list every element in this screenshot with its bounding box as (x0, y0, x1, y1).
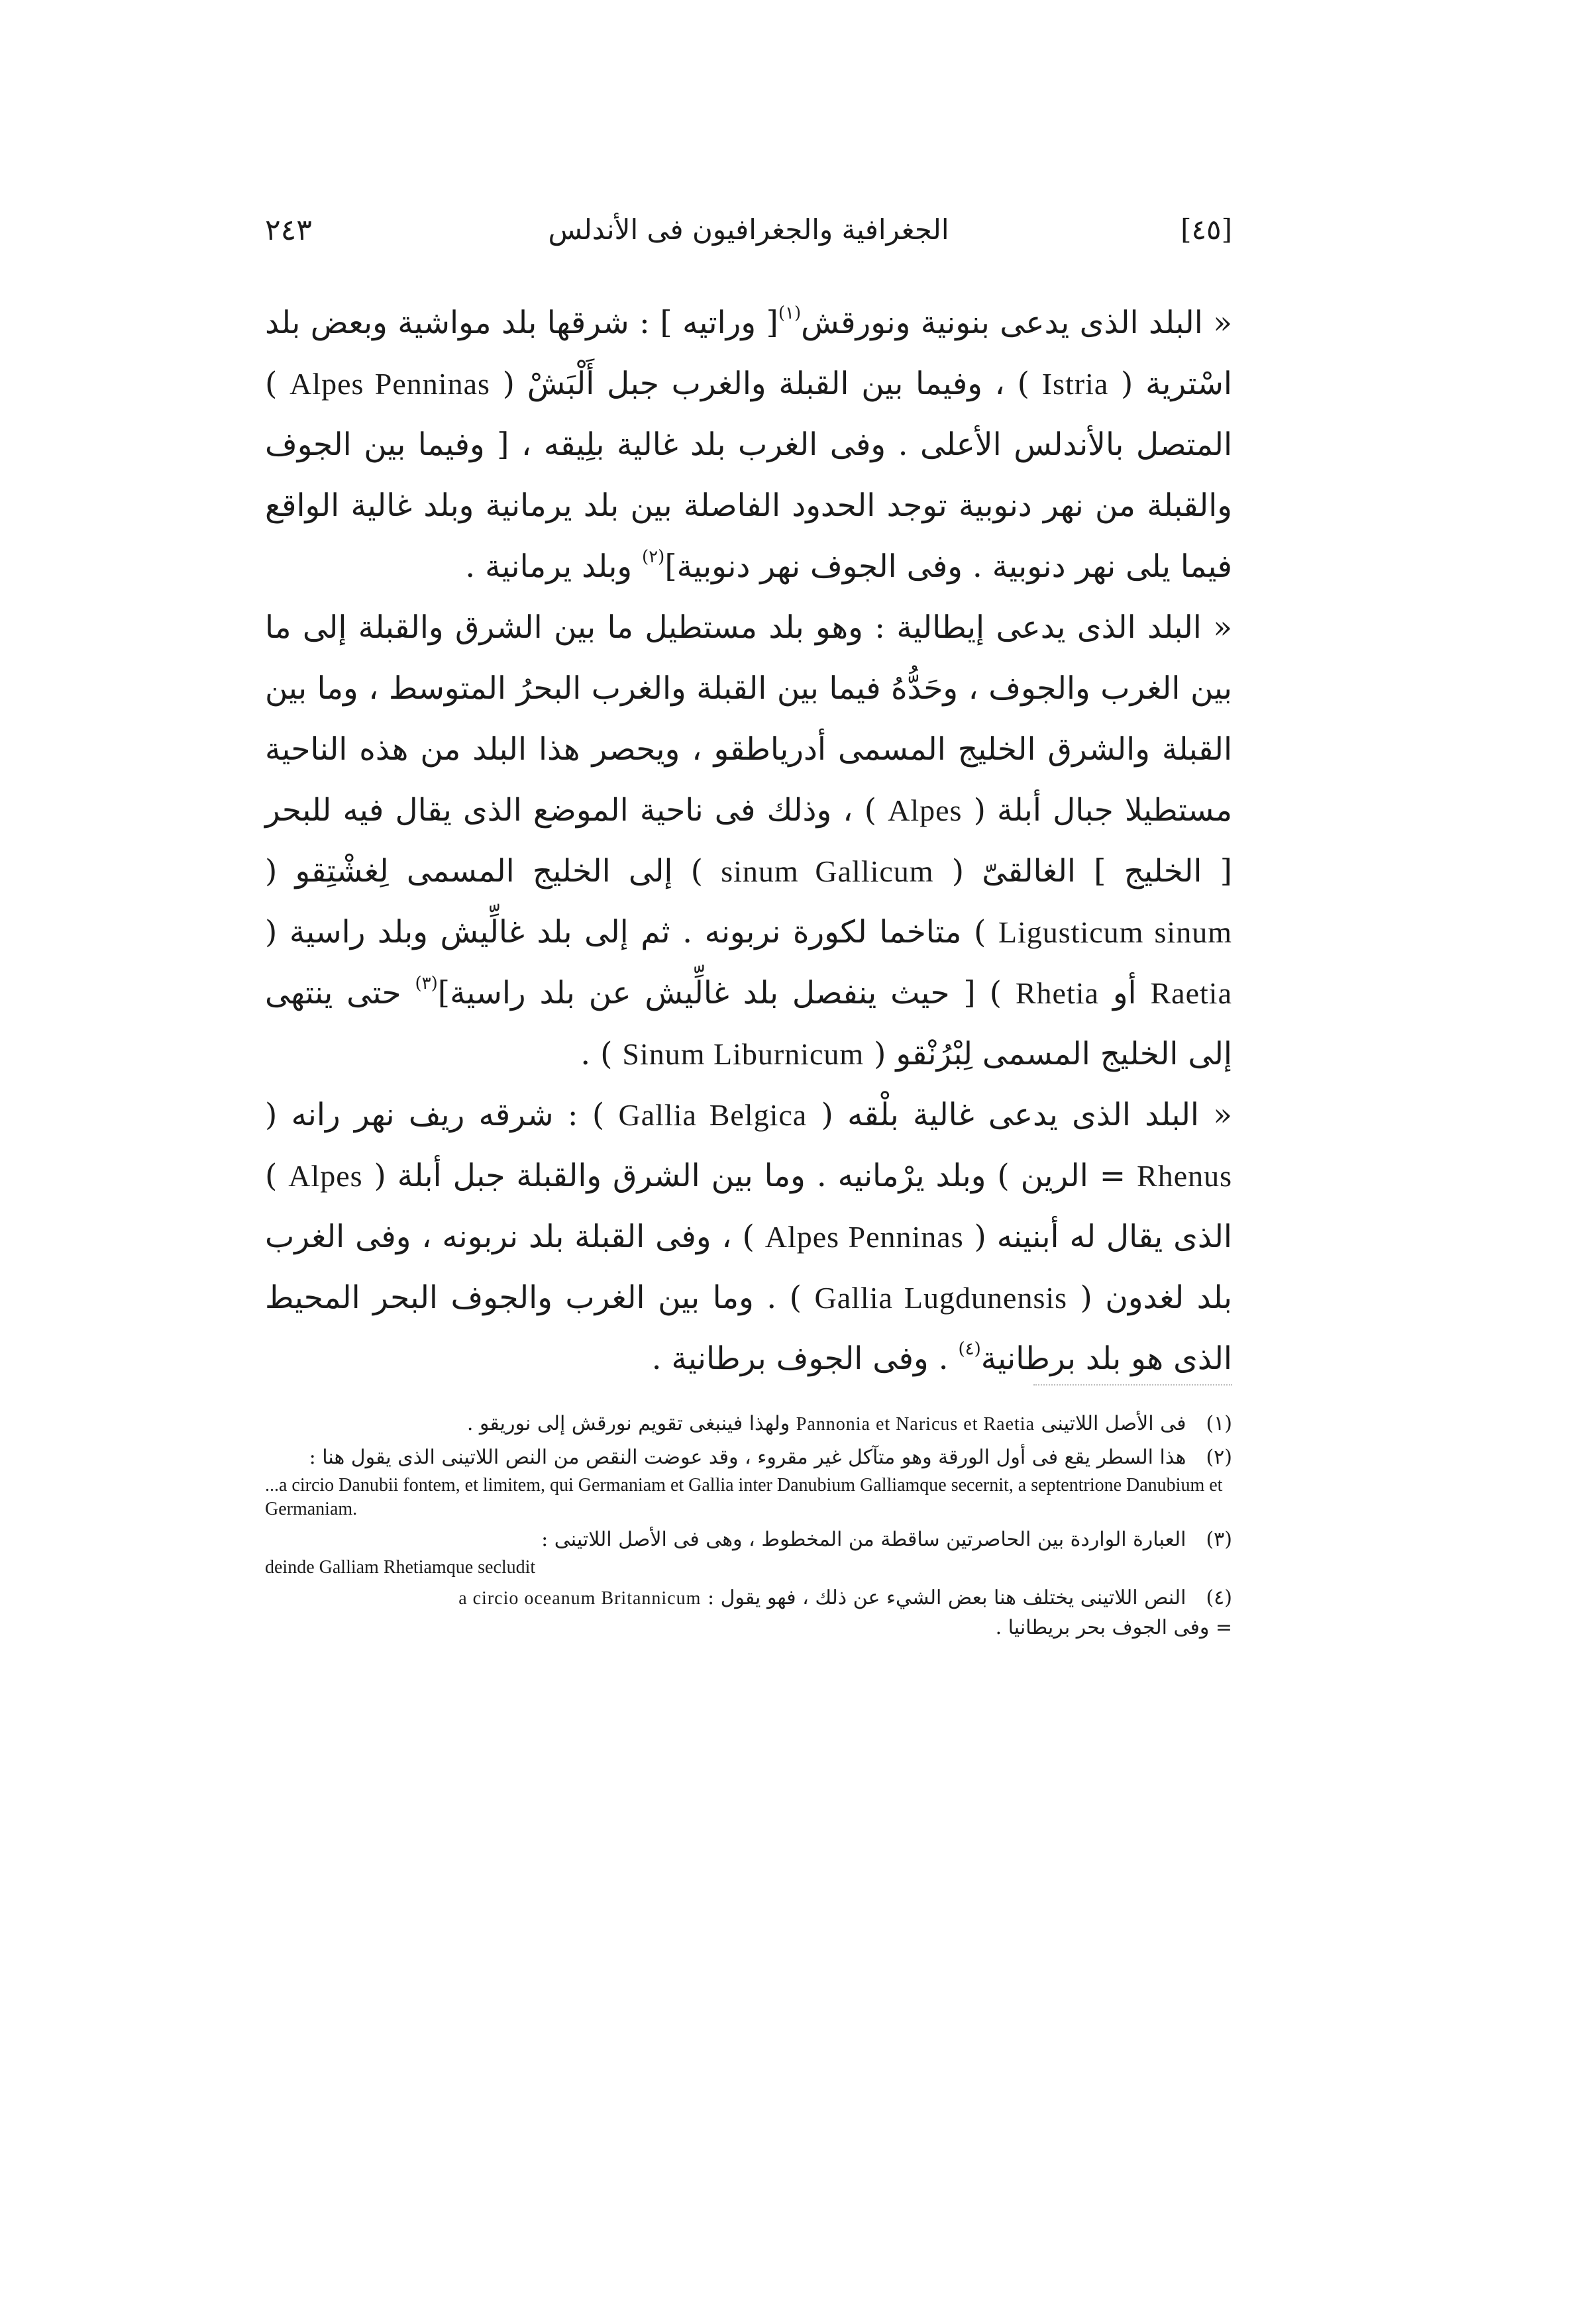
latin-term: Istria (1041, 367, 1109, 401)
arabic-text: ) متاخما لكورة نربونه . ثم إلى بلد غالِّيش وبلد راسية ( (265, 914, 998, 950)
footnote-text: ولهذا فينبغى تقويم نورقش إلى نوريقو . (466, 1412, 790, 1435)
running-header (265, 213, 1232, 260)
arabic-text: [ وراتيه ] : شرقها بلد مواشية وبعض بلد اسْترية ( (265, 305, 1232, 402)
footnote-3 (265, 1525, 1232, 1580)
footnote-4 (265, 1584, 1232, 1642)
arabic-text: ) . وما بين الغرب والجوف البحر المحيط الذى هو بلد برطانية (265, 1280, 1232, 1377)
latin-term: Alpes Penninas (764, 1220, 964, 1254)
arabic-text: وبلد يرمانية . (465, 548, 643, 585)
running-title: الجغرافية والجغرافيون فى الأندلس (548, 213, 949, 246)
latin-term: Alpes Penninas (289, 367, 490, 401)
arabic-text: أو (1098, 975, 1151, 1011)
latin-term: Rhenus (1137, 1159, 1233, 1193)
arabic-text: = الرين ) وبلد يرْمانيه . وما بين الشرق والقبلة جبل أبلة ( (362, 1158, 1137, 1194)
footnote-ref: (١) (778, 303, 802, 323)
arabic-text: « البلد الذى يدعى بنونية ونورقش (801, 305, 1233, 341)
footnotes (265, 1409, 1232, 1646)
latin-term: Rhetia (1015, 976, 1099, 1010)
footnote-text: هذا السطر يقع فى أول الورقة وهو متآكل غير مقروء ، وقد عوضت النقص من النص اللاتينى الذى يقول هنا : (309, 1446, 1186, 1469)
arabic-text: ) : شرقه ريف نهر رانه ( (265, 1097, 619, 1133)
footnote-divider (1033, 1384, 1232, 1386)
paragraph-gallia-belgica (265, 1085, 1232, 1389)
latin-term: Raetia (1150, 976, 1232, 1010)
latin-term: Gallia Lugdunensis (814, 1281, 1068, 1315)
footnote-number: (٣) (1206, 1528, 1232, 1551)
arabic-text: « البلد الذى يدعى غالية بلْقه ( (807, 1097, 1232, 1133)
main-text (265, 293, 1232, 1389)
section-number: [٤٥] (1181, 213, 1232, 246)
footnote-ref: (٢) (642, 547, 665, 567)
arabic-text: ) الذى يقال له أبنينه ( (265, 1158, 1232, 1255)
latin-term: Sinum Liburnicum (622, 1037, 865, 1071)
footnote-latin: Pannonia et Naricus et Raetia (796, 1414, 1035, 1435)
footnote-text: العبارة الواردة بين الحاصرتين ساقطة من المخطوط ، وهى فى الأصل اللاتينى : (541, 1528, 1186, 1551)
latin-term: sinum Gallicum (721, 854, 934, 888)
arabic-text: ) إلى الخليج المسمى لِغشْتِقو ( (265, 853, 721, 889)
footnote-text: = وفى الجوف بحر بريطانيا . (995, 1616, 1232, 1639)
arabic-text: « البلد الذى يدعى إيطالية : وهو بلد مستطيل ما بين الشرق والقبلة إلى ما بين الغرب والجوف ، وحَدُّهُ فيما بين القبلة والغرب البحرُ المتوسط ، وما بين القبلة والشرق الخليج المسمى أدرياطقو ، ويحصر هذا البلد من هذه الناحية مستطيلا جبال أبلة ( (265, 609, 1233, 829)
paragraph-italia (265, 597, 1232, 1085)
arabic-text: ) ، وفيما بين القبلة والغرب جبل أَلْبَشْ ( (490, 366, 1042, 402)
footnote-text: النص اللاتينى يختلف هنا بعض الشيء عن ذلك ، فهو يقول : (707, 1586, 1186, 1609)
footnote-text: فى الأصل اللاتينى (1041, 1412, 1186, 1435)
arabic-text: . وفى الجوف برطانية . (651, 1340, 959, 1377)
page-number: ٢٤٣ (265, 213, 312, 247)
arabic-text: ) . (580, 1036, 623, 1072)
footnote-ref: (٤) (958, 1339, 981, 1359)
latin-term: Gallia Belgica (618, 1098, 808, 1132)
latin-term: Ligusticum sinum (998, 915, 1232, 949)
arabic-text: ) ، وذلك فى ناحية الموضع الذى يقال فيه للبحر [ الخليج ] الغالقىّ ( (265, 792, 1232, 889)
arabic-text: حتى ينتهى إلى الخليج المسمى لِبْرُنْقو ( (265, 975, 1232, 1072)
footnote-latin: ...a circio Danubii fontem, et limitem, qui Germaniam et Gallia inter Danubium Galliamque secernit, a septentrione Danubium et Germaniam. (265, 1475, 1223, 1519)
footnote-1 (265, 1409, 1232, 1439)
arabic-text: ) المتصل بالأندلس الأعلى . وفى الغرب بلد غالية بلِيقه ، [ وفيما بين الجوف والقبلة من نهر دنوبية توجد الحدود الفاصلة بين بلد يرمانية وبلد غالية الواقع فيما يلى نهر دنوبية . وفى الجوف نهر دنوبية] (265, 366, 1232, 585)
arabic-text: ) ، وفى القبلة بلد نربونه ، وفى الغرب بلد لغدون ( (265, 1219, 1232, 1316)
footnote-number: (٤) (1206, 1586, 1232, 1609)
footnote-latin: deinde Galliam Rhetiamque secludit (265, 1557, 536, 1578)
footnote-number: (١) (1206, 1412, 1232, 1435)
footnote-2 (265, 1443, 1232, 1521)
latin-term: Alpes (888, 793, 963, 827)
paragraph-pannonia (265, 293, 1232, 597)
footnote-ref: (٣) (415, 974, 438, 993)
latin-term: Alpes (288, 1159, 363, 1193)
footnote-latin: a circio oceanum Britannicum (458, 1588, 702, 1609)
arabic-text: ) [ حيث ينفصل بلد غالِّيش عن بلد راسية] (437, 975, 1016, 1011)
footnote-number: (٢) (1206, 1446, 1232, 1469)
